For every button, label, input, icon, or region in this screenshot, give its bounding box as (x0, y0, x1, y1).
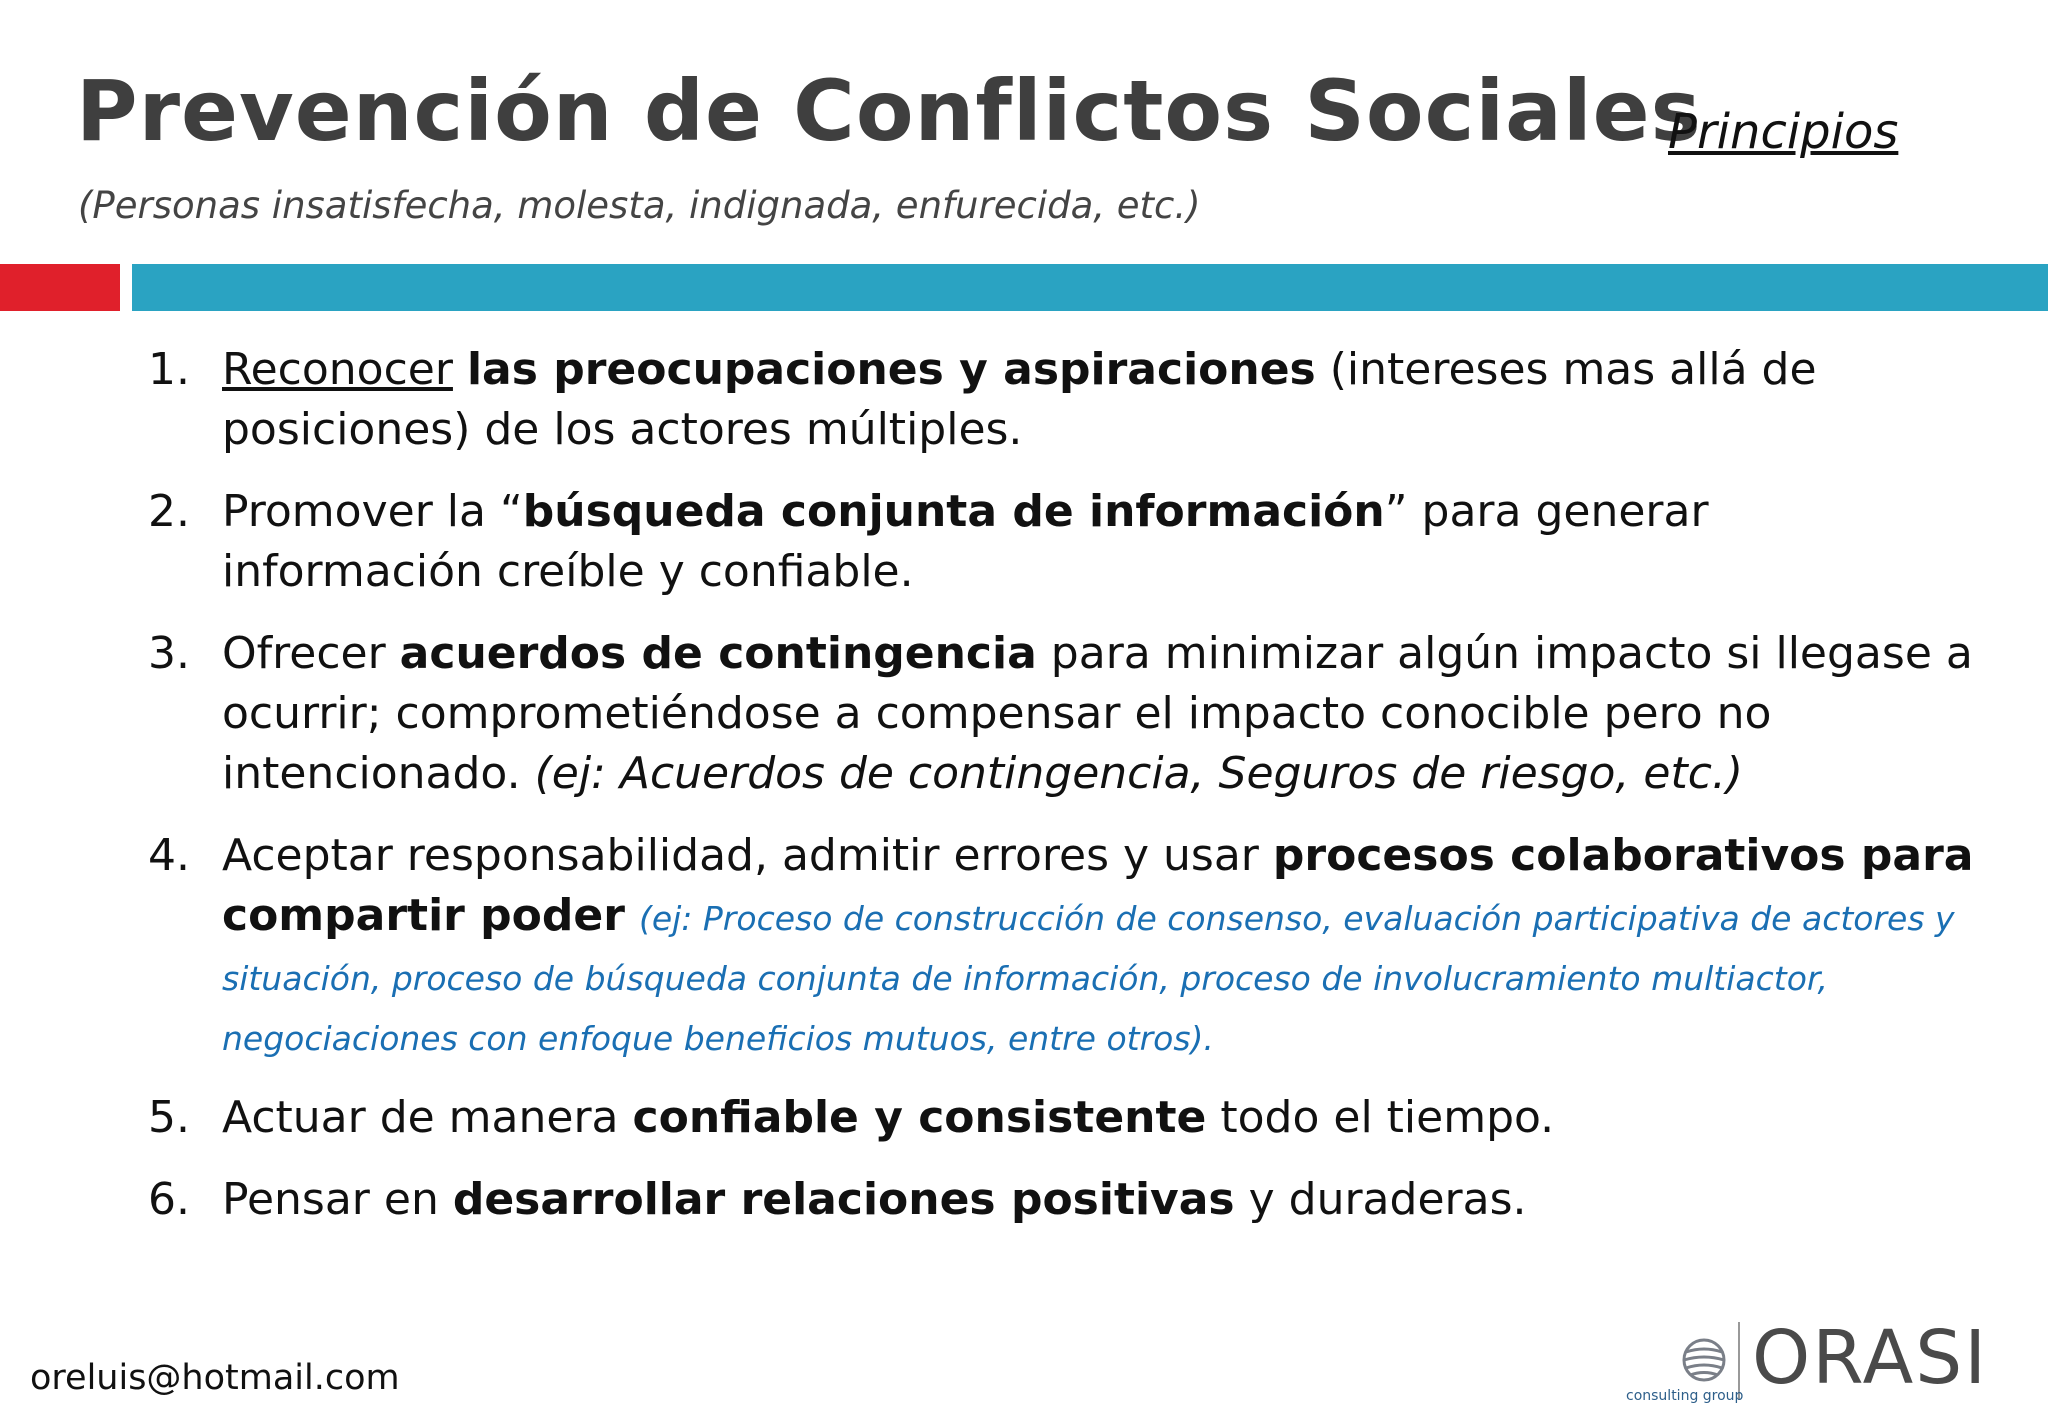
item-example-text: (ej: Acuerdos de contingencia, Seguros de riesgo, etc.) (534, 748, 1744, 799)
item-text: y duraderas. (1248, 1174, 1527, 1225)
page-title: Prevención de Conflictos Sociales (76, 62, 1702, 160)
item-text: ” para generar información creíble y confiable. (222, 486, 1709, 597)
item-text: Actuar de manera (222, 1092, 619, 1143)
item-underlined-text: Reconocer (222, 344, 453, 395)
item-number: 4. (148, 830, 190, 881)
item-text: todo el tiempo. (1220, 1092, 1555, 1143)
item-number: 5. (148, 1092, 190, 1143)
globe-icon (1620, 1318, 1740, 1390)
list-item (148, 1088, 1978, 1148)
item-text: Promover la “ (222, 486, 523, 537)
item-text: Aceptar responsabilidad, admitir errores y usar (222, 830, 1259, 881)
company-logo (1620, 1315, 2020, 1408)
item-bold-text: confiable y consistente (632, 1092, 1207, 1143)
item-number: 6. (148, 1174, 190, 1225)
item-text: Ofrecer (222, 628, 386, 679)
item-bold-text: búsqueda conjunta de información (522, 486, 1385, 537)
list-item (148, 826, 1978, 1066)
item-text: Pensar en (222, 1174, 439, 1225)
item-bold-text: procesos colaborativos para compartir poder (222, 830, 1974, 941)
item-text: (intereses mas allá de posiciones) de los actores múltiples. (222, 344, 1817, 455)
item-example-note: (ej: Proceso de construcción de consenso, evaluación participativa de actores y situación, proceso de búsqueda conjunta de información, proceso de involucramiento multiactor, negociaciones con enfoque beneficios mutuos, entre otros). (222, 899, 1955, 1058)
principles-list (148, 340, 1978, 1252)
item-number: 2. (148, 486, 190, 537)
contact-email: oreluis@hotmail.com (30, 1358, 400, 1398)
list-item (148, 482, 1978, 602)
item-bold-text: acuerdos de contingencia (399, 628, 1037, 679)
logo-wordmark: ORASI (1752, 1315, 1989, 1401)
section-label: Principios (1668, 104, 1899, 160)
item-number: 1. (148, 344, 190, 395)
list-item (148, 624, 1978, 804)
page-subtitle: (Personas insatisfecha, molesta, indignada, enfurecida, etc.) (78, 184, 1201, 227)
item-bold-text: las preocupaciones y aspiraciones (466, 344, 1316, 395)
item-bold-text: desarrollar relaciones positivas (452, 1174, 1235, 1225)
item-text: para minimizar algún impacto si llegase a ocurrir; comprometiéndose a compensar el impacto conocible pero no intencionado. (222, 628, 1973, 799)
accent-bar-teal (132, 264, 2048, 311)
list-item (148, 340, 1978, 460)
list-item (148, 1170, 1978, 1230)
logo-tagline: consulting group (1626, 1388, 1744, 1404)
item-number: 3. (148, 628, 190, 679)
accent-bar-red (0, 264, 120, 311)
